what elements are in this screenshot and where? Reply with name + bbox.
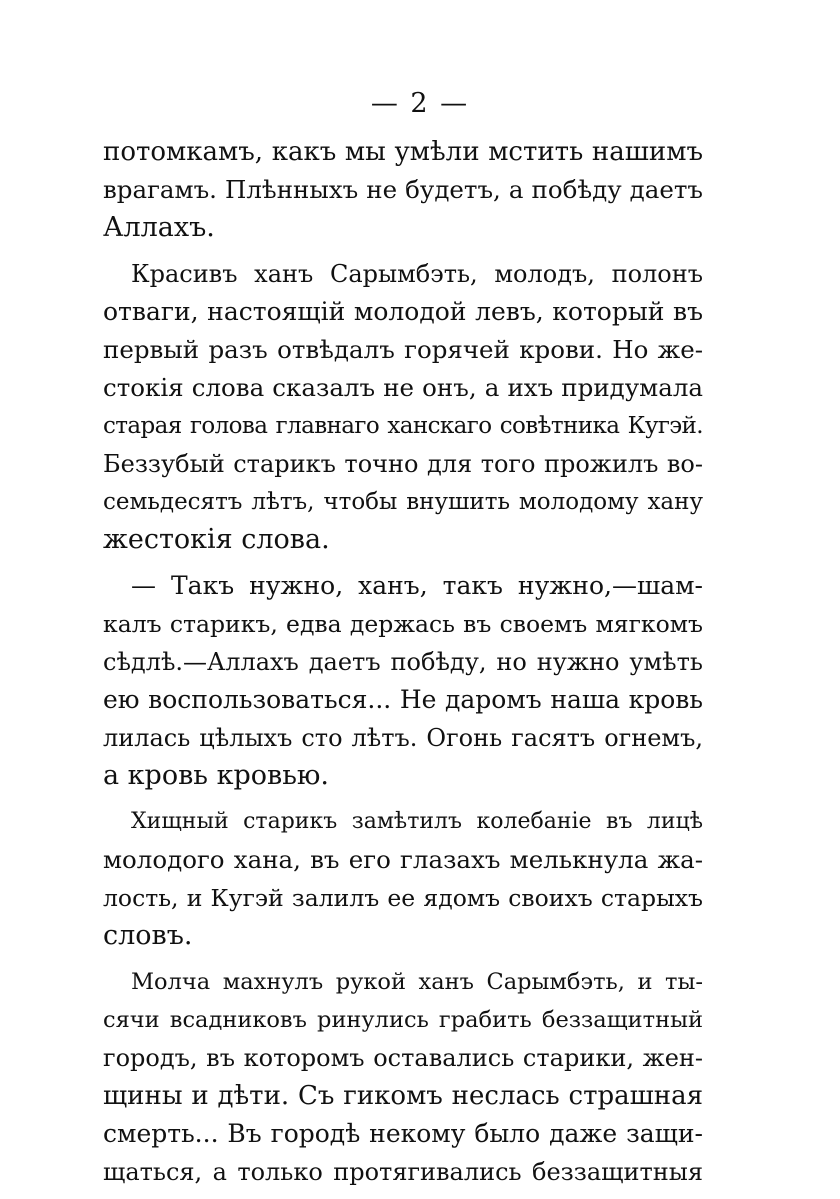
text-line: Молча махнулъ рукой ханъ Сарымбэть, и ты- <box>131 969 703 995</box>
text-line: калъ старикъ, едва держась въ своемъ мягкомъ <box>103 610 703 638</box>
text-line: лилась цѣлыхъ сто лѣтъ. Огонь гасятъ огнемъ, <box>103 724 703 752</box>
text-line: Беззубый старикъ точно для того прожилъ во- <box>103 450 703 478</box>
text-line: молодого хана, въ его глазахъ мелькнула жа- <box>103 845 703 874</box>
text-line: лость, и Кугэй залилъ ее ядомъ своихъ старыхъ <box>103 884 703 912</box>
paragraph <box>103 133 703 247</box>
text-line: сячи всадниковъ ринулись грабить беззащитный <box>103 1007 703 1033</box>
text-line: щаться, а только протягивались беззащитныя <box>103 1158 703 1186</box>
text-line: сѣдлѣ.—Аллахъ даетъ побѣду, но нужно умѣть <box>103 648 703 676</box>
text-line: отваги, настоящій молодой левъ, который въ <box>103 297 703 326</box>
text-line: щины и дѣти. Съ гикомъ неслась страшная <box>103 1081 703 1111</box>
text-line: ею воспользоваться... Не даромъ наша кровь <box>103 685 703 714</box>
text-line: потомкамъ, какъ мы умѣли мстить нашимъ <box>103 137 703 167</box>
text-line: врагамъ. Плѣнныхъ не будетъ, а побѣду даетъ <box>103 175 703 204</box>
text-line: Аллахъ. <box>103 212 215 243</box>
text-line: смерть... Въ городѣ некому было даже защи- <box>103 1119 703 1148</box>
text-line: старая голова главнаго ханскаго совѣтника Кугэй. <box>103 413 703 439</box>
text-line: словъ. <box>103 920 193 951</box>
text-line: жестокія слова. <box>103 524 330 555</box>
page-number: — 2 — <box>370 88 470 119</box>
paragraph <box>103 803 703 955</box>
text-line: стокія слова сказалъ не онъ, а ихъ придумала <box>103 373 703 402</box>
text-line: первый разъ отвѣдалъ горячей крови. Но же- <box>103 335 703 364</box>
text-line: Красивъ ханъ Сарымбэть, молодъ, полонъ <box>131 260 703 288</box>
text-line: Хищный старикъ замѣтилъ колебаніе въ лицѣ <box>131 809 703 834</box>
paragraph <box>103 567 703 795</box>
paragraph <box>103 255 703 559</box>
body-text <box>103 133 703 1199</box>
text-line: а кровь кровью. <box>103 760 329 791</box>
text-line: — Такъ нужно, ханъ, такъ нужно,—шам- <box>131 571 703 600</box>
text-line: семьдесятъ лѣтъ, чтобы внушить молодому хану <box>103 489 703 515</box>
paragraph <box>103 963 703 1191</box>
text-line: городъ, въ которомъ оставались старики, жен- <box>103 1044 703 1072</box>
